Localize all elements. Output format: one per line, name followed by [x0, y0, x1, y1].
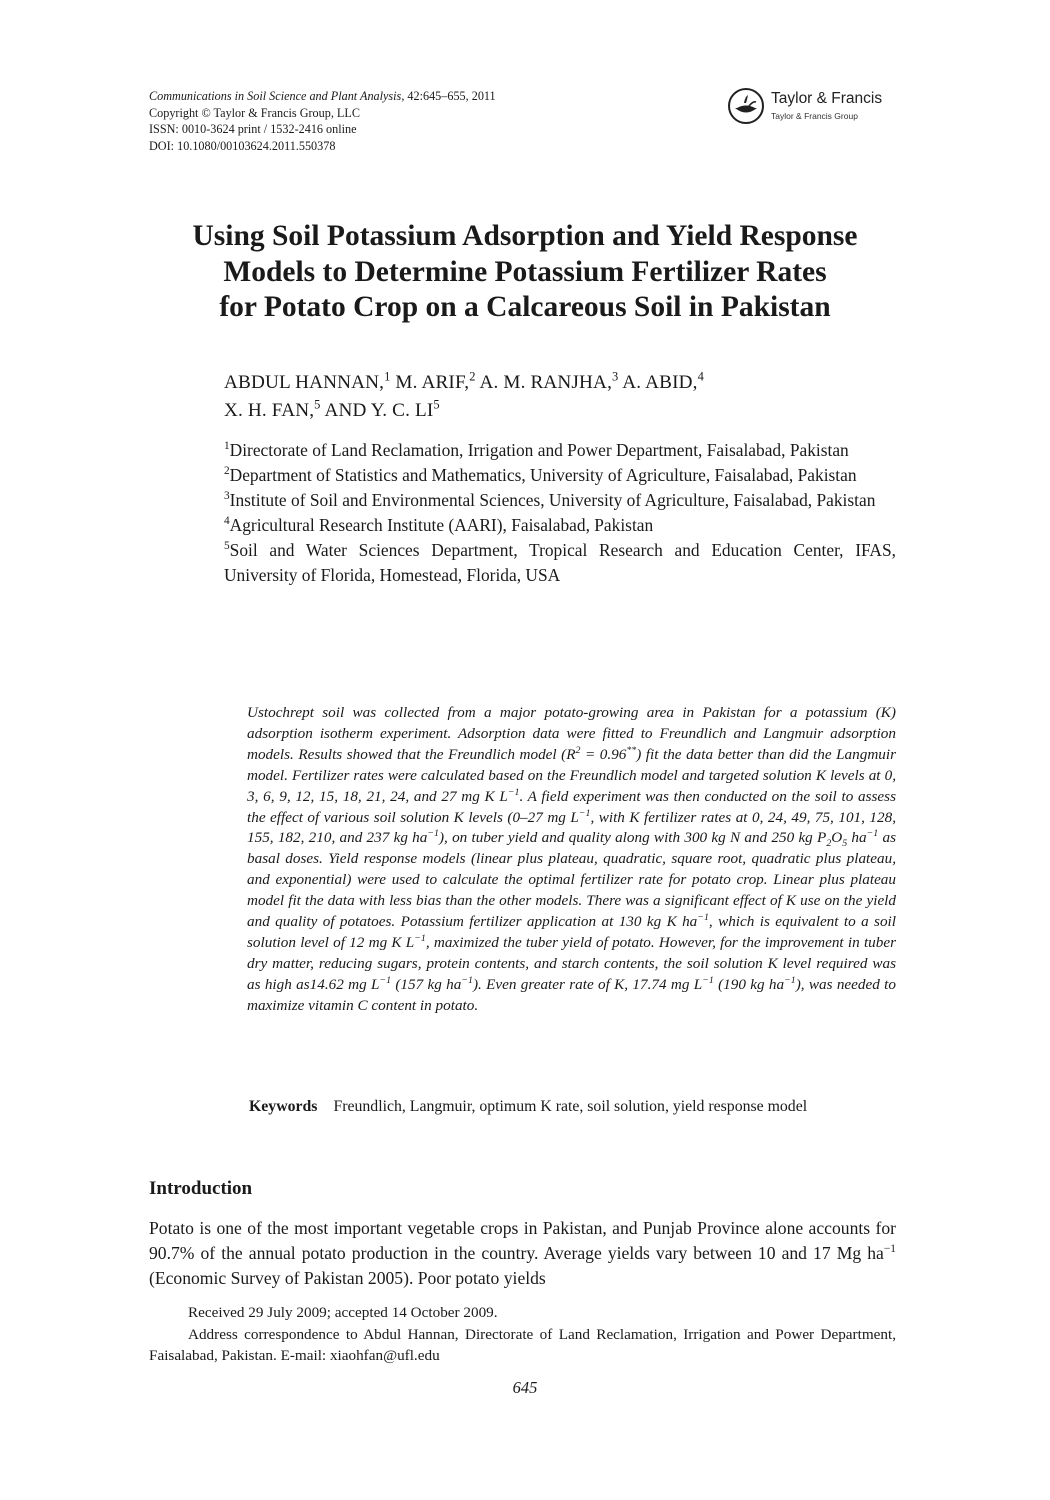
affiliation	[224, 438, 896, 463]
abstract-text: , which is equivalent to a soil solution level of 12 mg K L	[247, 913, 896, 951]
paper-title	[110, 219, 940, 326]
author-affil-marker: 5	[433, 397, 440, 412]
abstract-text: , with K fertilizer rates at 0, 24, 49, 75, 101, 128, 155, 182, 210, and 237 kg ha	[247, 808, 897, 847]
abstract-text: (157 kg ha	[391, 975, 462, 993]
abstract-superscript: −1	[866, 828, 879, 840]
author-name: M. ARIF,	[395, 372, 470, 393]
affiliation	[224, 463, 896, 488]
abstract-text: = 0.96	[580, 745, 627, 763]
affiliation-number: 1	[224, 440, 230, 453]
affiliation-number: 2	[224, 465, 230, 478]
affiliation-text: Directorate of Land Reclamation, Irrigation and Power Department, Faisalabad, Pakistan	[229, 440, 849, 460]
author-affil-marker: 3	[612, 369, 619, 384]
abstract-superscript: −1	[461, 974, 473, 986]
author-name: A. ABID,	[622, 372, 698, 393]
abstract-text: (190 kg ha	[713, 975, 785, 993]
affiliation	[224, 538, 896, 588]
title-line: Using Soil Potassium Adsorption and Yield Response	[192, 220, 858, 252]
issn-line: ISSN: 0010-3624 print / 1532-2416 online	[149, 122, 357, 137]
abstract-text: . A field experiment was then conducted on the soil to assess the effect of various soil solution K levels (0–27 mg L	[247, 787, 896, 826]
section-heading: Introduction	[149, 1178, 253, 1199]
affiliation	[224, 513, 896, 538]
intro-paragraph	[149, 1216, 896, 1291]
abstract-subscript: 2	[826, 838, 832, 850]
affiliation-list	[224, 438, 896, 588]
abstract-text: as basal doses. Yield response models (linear plus plateau, quadratic, square root, quadratic plus plateau, and exponential) were used to calculate the optimal fertilizer rate for potato crop. Linear plus plateau model fit the data with less bias than the other models. There was a significant effect of K use on the yield and quality of potatoes. Potassium fertilizer application at 130 kg K ha	[247, 829, 896, 931]
abstract-text: , maximized the tuber yield of potato. However, for the improvement in tuber dry matter, reducing sugars, protein contents, and starch contents, the soil solution K level required was as high as14.62 mg L	[247, 933, 897, 993]
paragraph-text: Potato is one of the most important vegetable crops in Pakistan, and Punjab Province alone accounts for 90.7% of the annual potato production in the country. Average yields vary between 10 and 17 Mg ha	[149, 1218, 896, 1263]
abstract-text: Ustochrept soil was collected from a major potato-growing area in Pakistan for a potassium (K) adsorption isotherm experiment. Adsorption data were fitted to Freundlich and Langmuir adsorption models. Results showed that the Freundlich model (R	[247, 704, 896, 763]
affiliation-number: 4	[224, 515, 230, 528]
affiliation-number: 3	[224, 490, 230, 503]
lamp-icon	[727, 86, 765, 126]
keywords	[249, 1097, 896, 1118]
title-line: for Potato Crop on a Calcareous Soil in Pakistan	[219, 291, 831, 323]
affiliation-text: Institute of Soil and Environmental Sciences, University of Agriculture, Faisalabad, Pakistan	[229, 490, 876, 510]
publisher-logo	[727, 86, 907, 130]
page-number: 645	[512, 1378, 538, 1397]
abstract-text: O	[831, 829, 843, 847]
abstract-subscript: 5	[842, 838, 848, 850]
abstract-superscript: −1	[507, 786, 520, 798]
affiliation-text: Soil and Water Sciences Department, Tropical Research and Education Center, IFAS, University of Florida, Homestead, Florida, USA	[224, 540, 896, 585]
author-name: ABDUL HANNAN,	[224, 372, 385, 393]
author-name: X. H. FAN,	[224, 400, 315, 421]
paragraph-superscript: −1	[883, 1243, 896, 1256]
paragraph-text: (Economic Survey of Pakistan 2005). Poor potato yields	[149, 1268, 546, 1288]
keywords-text: Freundlich, Langmuir, optimum K rate, soil solution, yield response model	[333, 1098, 808, 1115]
author-affil-marker: 5	[314, 397, 321, 412]
author-name: A. M. RANJHA,	[479, 372, 613, 393]
abstract-superscript: −1	[784, 974, 796, 986]
abstract	[247, 703, 896, 1017]
abstract-text: ). Even greater rate of K, 17.74 mg L	[472, 975, 703, 993]
journal-name: Communications in Soil Science and Plant Analysis	[149, 89, 402, 103]
abstract-superscript: −1	[697, 912, 709, 923]
title-line: Models to Determine Potassium Fertilizer Rates	[223, 255, 827, 288]
abstract-superscript: −1	[427, 828, 439, 840]
abstract-text: ), on tuber yield and quality along with 300 kg N and 250 kg P	[438, 829, 827, 847]
abstract-text: ha	[847, 829, 867, 847]
doi-line: DOI: 10.1080/00103624.2011.550378	[149, 138, 336, 153]
abstract-text: ), was needed to maximize vitamin C content in potato.	[247, 975, 896, 1014]
abstract-superscript: 2	[575, 744, 581, 756]
abstract-text: ) fit the data better than did the Langmuir model. Fertilizer rates were calculated based on the Freundlich model and targeted solution K levels at 0, 3, 6, 9, 12, 15, 18, 21, 24, and 27 mg K L	[247, 745, 897, 805]
journal-volume: , 42:645–655, 2011	[401, 89, 496, 103]
publisher-brand: Taylor & Francis	[771, 90, 883, 107]
affiliation	[224, 488, 896, 513]
abstract-superscript: −1	[578, 807, 591, 819]
affiliation-text: Agricultural Research Institute (AARI), Faisalabad, Pakistan	[229, 515, 654, 535]
copyright-line: Copyright © Taylor & Francis Group, LLC	[149, 105, 360, 120]
author-affil-marker: 1	[384, 369, 391, 384]
received-note: Received 29 July 2009; accepted 14 October 2009.	[188, 1304, 498, 1321]
publisher-group: Taylor & Francis Group	[771, 111, 858, 121]
abstract-superscript: −1	[702, 974, 714, 986]
author-list	[224, 369, 904, 425]
author-name: AND Y. C. LI	[324, 400, 434, 421]
keywords-label: Keywords	[249, 1098, 318, 1115]
abstract-superscript: −1	[379, 974, 392, 986]
correspondence-note: Address correspondence to Abdul Hannan, Directorate of Land Reclamation, Irrigation and Power Department, Faisalabad, Pakistan. E-mail: xiaohfan@ufl.edu	[149, 1326, 896, 1364]
affiliation-number: 5	[224, 540, 230, 553]
journal-header	[149, 88, 496, 154]
abstract-superscript: −1	[414, 932, 426, 944]
author-affil-marker: 4	[697, 369, 704, 384]
affiliation-text: Department of Statistics and Mathematics, University of Agriculture, Faisalabad, Pakistan	[229, 465, 857, 485]
abstract-superscript: **	[626, 744, 637, 756]
author-affil-marker: 2	[469, 369, 476, 384]
